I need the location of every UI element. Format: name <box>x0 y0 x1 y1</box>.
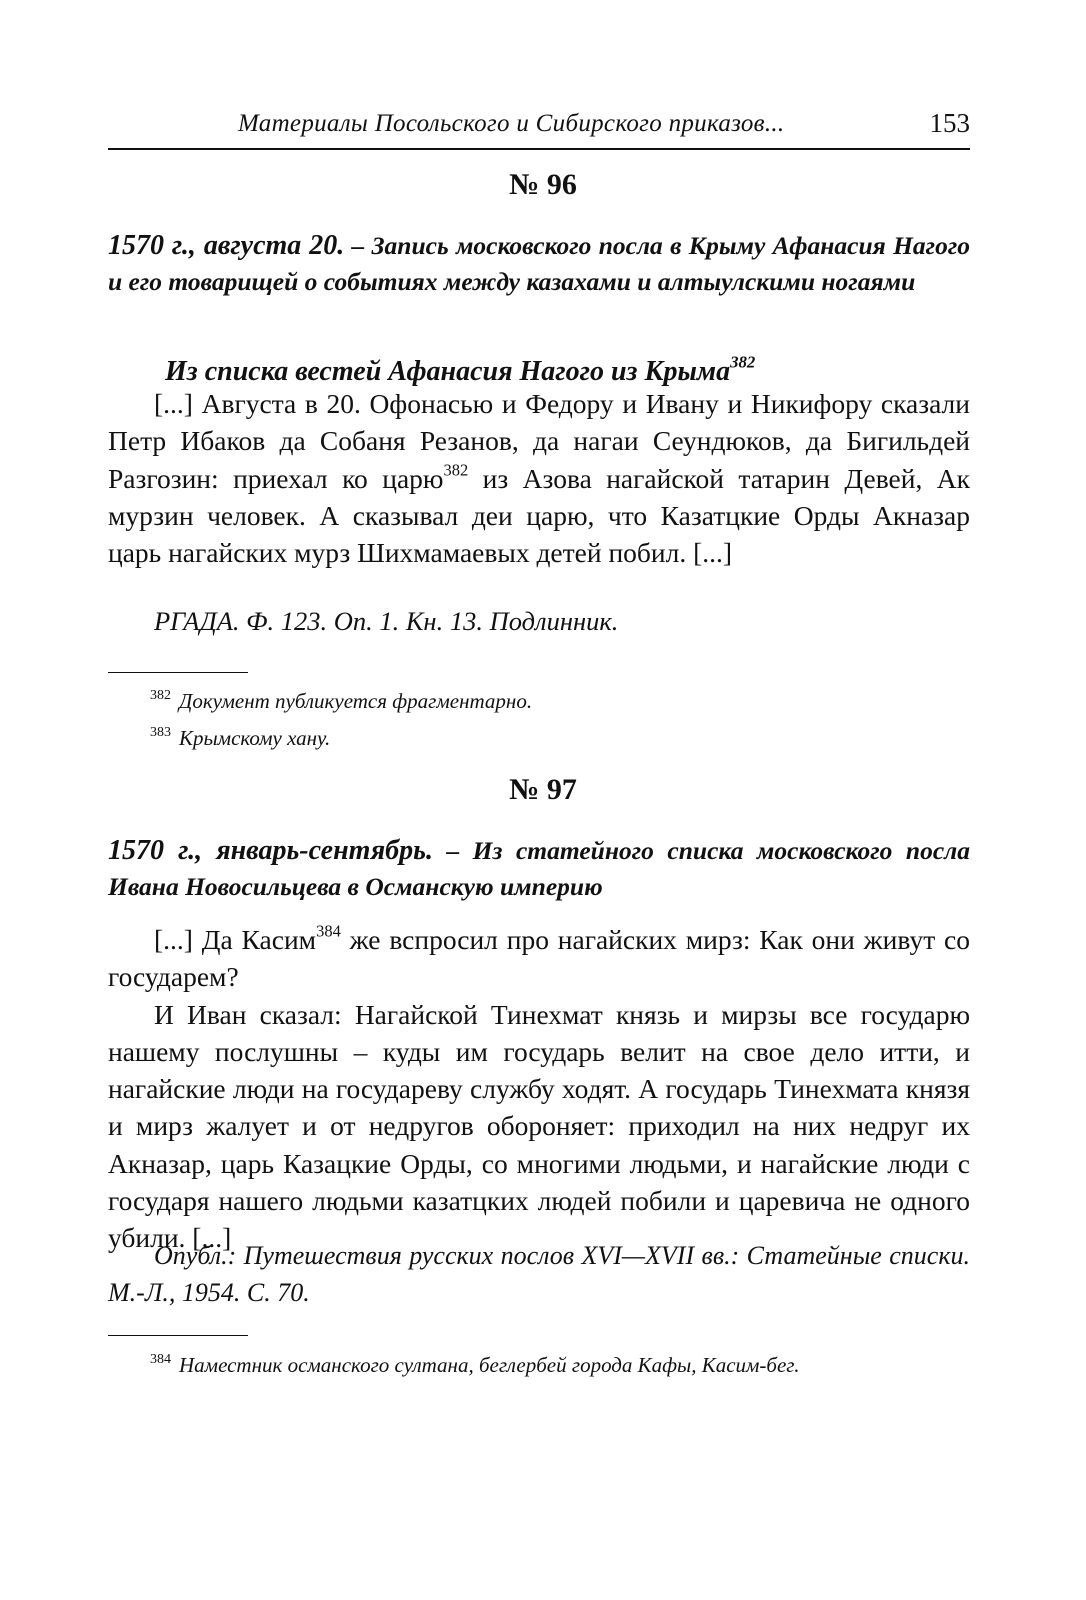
body-text-b: из Азова нагайской татарин Девей, Ак мурзин человек. А сказывал деи царю, что Казатцкие Орды Акназар царь нагайских мурз Шихмамаевых детей побил. [...] <box>108 462 970 569</box>
doc-97-paragraph-1 <box>108 921 970 996</box>
doc-96-number: № 96 <box>509 168 577 201</box>
source-title-text: Из списка вестей Афанасия Нагого из Крыма <box>165 356 731 387</box>
doc-96-heading <box>108 228 970 300</box>
doc-96-archive-reference: РГАДА. Ф. 123. Оп. 1. Кн. 13. Подлинник. <box>154 606 619 636</box>
footnote-383 <box>150 717 970 754</box>
page-number: 153 <box>929 108 970 138</box>
doc-96-footnotes <box>150 680 970 754</box>
doc-97-footnotes <box>150 1344 970 1381</box>
footnote-384 <box>150 1344 970 1381</box>
footnote-382 <box>150 680 970 717</box>
footnote-number: 384 <box>150 1352 171 1367</box>
running-title: Материалы Посольского и Сибирского приказов... <box>238 110 785 137</box>
footnote-number: 382 <box>150 688 171 703</box>
body-text-a: [...] Августа в 20. Офонасью и Федору и Ивану и Никифору сказали Петр Ибаков да Собаня Резанов, да нагаи Сеундюков, да Бигильдей Разгозин: приехал ко царю <box>108 388 970 494</box>
doc-96-paragraph <box>108 385 970 571</box>
doc-97-publication-reference: Опубл.: Путешествия русских послов XVI—XVII вв.: Статейные списки. М.-Л., 1954. С. 70. <box>108 1241 970 1307</box>
doc-97-heading <box>108 833 970 905</box>
doc-96-body <box>108 385 970 571</box>
p1-text-a: [...] Да Касим <box>154 924 317 955</box>
doc-97-paragraph-2: И Иван сказал: Нагайской Тинехмат князь и мирзы все государю нашему послушны – куды им государь велит на свое дело итти, и нагайские люди на государеву службу ходят. А государь Тинехмата князя и мирз жалует и от недругов обороняет: приходил на них недруг их Акназар, царь Казацкие Орды, со многими людьми, и нагайские люди с государя нашего людьми казатцких людей побили и царевича не одного убили. [...] <box>108 998 970 1254</box>
doc-97-body <box>108 921 970 1257</box>
footnote-divider-2 <box>108 1335 248 1336</box>
footnote-ref-382: 382 <box>730 352 756 372</box>
p1-text-b: же вспросил про нагайских мирз: Как они живут со государем? <box>108 924 970 993</box>
doc-96-source-title <box>165 352 756 388</box>
footnote-text: Документ публикуется фрагментарно. <box>179 689 533 713</box>
footnote-ref-384: 384 <box>316 921 341 941</box>
footnote-text: Крымскому хану. <box>179 726 331 750</box>
doc-96-date: 1570 г., августа 20. <box>108 230 345 261</box>
doc-97-date: 1570 г., январь-сентябрь. <box>108 835 433 866</box>
footnote-ref-382b: 382 <box>443 460 469 480</box>
footnote-divider <box>108 672 248 673</box>
doc-97-number: № 97 <box>509 773 577 806</box>
doc-96-title: – Запись московского посла в Крыму Афанасия Нагого и его товарищей о событиях между казахами и алтыулскими ногаями <box>108 231 971 296</box>
footnote-text: Наместник османского султана, беглербей города Кафы, Касим-бег. <box>179 1353 800 1377</box>
footnote-number: 383 <box>150 725 171 740</box>
running-header <box>108 104 970 150</box>
doc-97-title: – Из статейного списка московского посла Ивана Новосильцева в Османскую империю <box>108 836 970 901</box>
